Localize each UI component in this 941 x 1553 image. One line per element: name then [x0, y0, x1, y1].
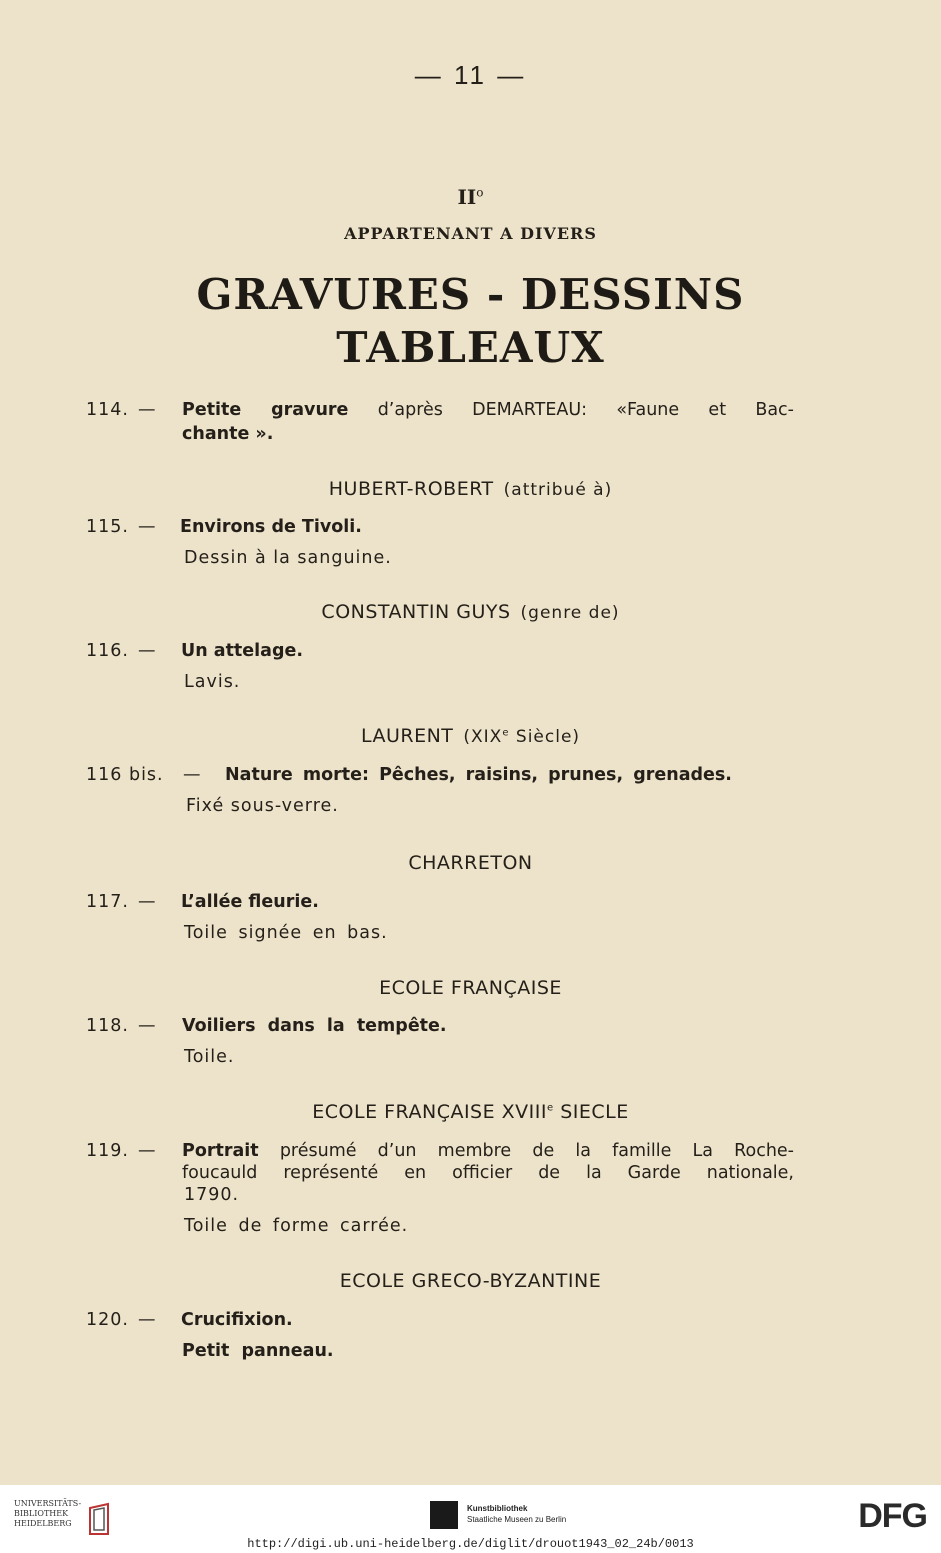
entry-title: Voiliers dans la tempête. — [182, 1016, 447, 1036]
university-library-label: UNIVERSITÄTS- BIBLIOTHEK HEIDELBERG — [14, 1499, 82, 1528]
entry-text-line-2: chante ». — [182, 424, 274, 444]
artist-heading: ECOLE FRANÇAISE — [379, 977, 562, 999]
entry-dash: — — [138, 1141, 156, 1161]
entry-text-line-2: foucauld représenté en officier de la Garde nationale, — [182, 1163, 794, 1183]
section-title-line-1: GRAVURES - DESSINS — [196, 270, 745, 319]
artist-heading: ECOLE FRANÇAISE XVIIIe SIECLE — [312, 1101, 629, 1123]
artist-heading: LAURENT (XIXe Siècle) — [360, 725, 581, 747]
page-number: — 11 — — [414, 60, 527, 90]
entry-dash: — — [138, 517, 156, 537]
entry-number: 117. — [86, 892, 129, 912]
entry-title: Nature morte: Pêches, raisins, prunes, grenades. — [225, 765, 732, 785]
entry-number: 116. — [86, 641, 129, 661]
entry-title: L’allée fleurie. — [181, 892, 319, 912]
entry-text-line-1: Petite gravure d’après DEMARTEAU: «Faune et Bac- — [182, 400, 794, 420]
entry-dash: — — [183, 765, 201, 785]
entry-description: Toile signée en bas. — [184, 923, 388, 943]
entry-description: Toile de forme carrée. — [184, 1216, 409, 1236]
entry-title: Un attelage. — [181, 641, 304, 661]
entry-title: Environs de Tivoli. — [180, 517, 362, 537]
entry-number: 120. — [86, 1310, 129, 1330]
entry-dash: — — [138, 892, 156, 912]
entry-text-line-3: 1790. — [184, 1185, 240, 1205]
dfg-logo: DFG — [858, 1497, 927, 1535]
artist-heading: HUBERT-ROBERT (attribué à) — [328, 478, 613, 500]
entry-description: Petit panneau. — [182, 1341, 334, 1361]
section-numeral: $II^o$ — [457, 185, 484, 209]
entry-title: Crucifixion. — [181, 1310, 293, 1330]
artist-heading: CHARRETON — [408, 852, 533, 874]
entry-number: 115. — [86, 517, 129, 537]
digitization-footer — [0, 1497, 941, 1553]
entry-number: 114. — [86, 400, 129, 420]
artist-heading: CONSTANTIN GUYS (genre de) — [321, 601, 620, 623]
entry-text-line-1: Portrait présumé d’un membre de la famille La Roche- — [182, 1141, 794, 1161]
section-subtitle: APPARTENANT A DIVERS — [344, 224, 597, 243]
entry-number: 119. — [86, 1141, 129, 1161]
entry-description: Toile. — [184, 1047, 235, 1067]
entry-number: 116 bis. — [86, 765, 164, 785]
entry-dash: — — [138, 1310, 156, 1330]
artist-heading: ECOLE GRECO-BYZANTINE — [339, 1270, 602, 1292]
section-title-line-2: TABLEAUX — [336, 323, 605, 372]
entry-description: Dessin à la sanguine. — [184, 548, 392, 568]
entry-description: Fixé sous-verre. — [186, 796, 339, 816]
university-logo-icon — [88, 1502, 110, 1536]
entry-dash: — — [138, 641, 156, 661]
kunstbibliothek-logo-icon — [430, 1501, 458, 1529]
section-numeral-sup: o — [476, 185, 484, 200]
entry-dash: — — [138, 400, 156, 420]
entry-description: Lavis. — [184, 672, 241, 692]
source-url[interactable]: http://digi.ub.uni-heidelberg.de/diglit/drouot1943_02_24b/0013 — [247, 1537, 694, 1551]
entry-dash: — — [138, 1016, 156, 1036]
entry-number: 118. — [86, 1016, 129, 1036]
kunstbibliothek-label: Kunstbibliothek Staatliche Museen zu Berlin — [467, 1504, 567, 1524]
